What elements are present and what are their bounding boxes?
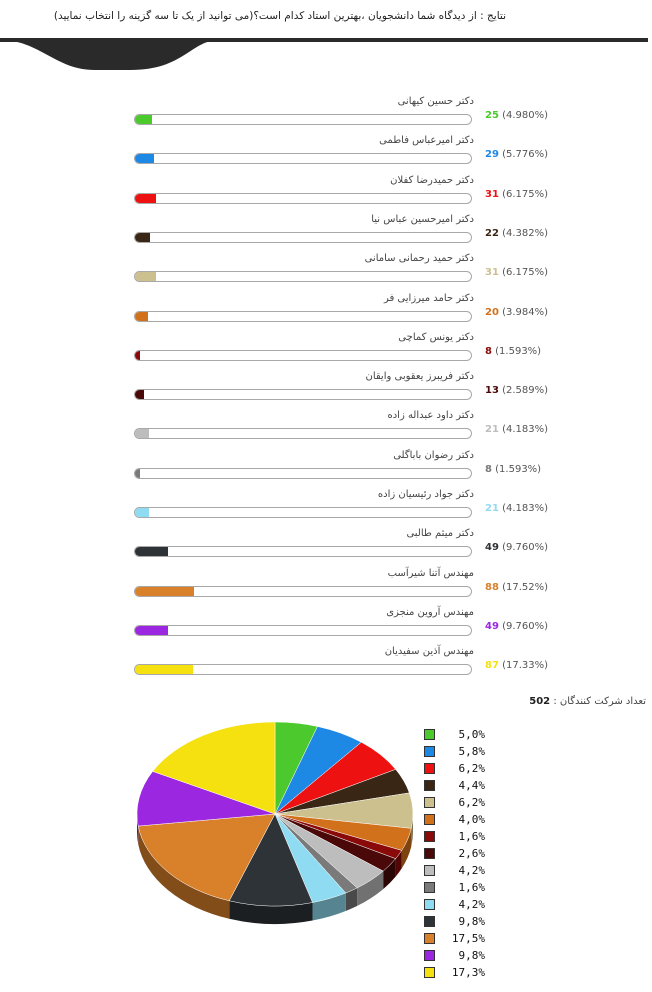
legend-value: 5,0%	[458, 728, 485, 741]
result-count: 25	[485, 110, 499, 121]
result-label: مهندس آروین منجزی	[386, 606, 474, 618]
legend-value: 1,6%	[458, 881, 485, 894]
legend-swatch	[424, 780, 435, 791]
result-row	[0, 450, 652, 490]
legend-swatch	[424, 916, 435, 927]
legend-item	[424, 947, 485, 964]
legend-value: 17,3%	[451, 966, 485, 979]
legend-item	[424, 743, 485, 760]
result-value	[485, 189, 548, 200]
result-row	[0, 253, 652, 293]
result-label: دکتر رضوان باباگلی	[393, 449, 474, 461]
result-count: 31	[485, 267, 499, 279]
result-bar	[135, 272, 156, 281]
result-row	[0, 214, 652, 254]
result-bar-track	[134, 468, 472, 479]
result-label: دکتر داود عبداله زاده	[387, 410, 474, 422]
legend-swatch	[424, 814, 435, 825]
result-count: 20	[485, 306, 499, 318]
result-count: 29	[485, 149, 499, 161]
result-row	[0, 489, 652, 529]
result-value	[485, 503, 548, 514]
result-bar	[135, 154, 154, 163]
result-bar-track	[134, 153, 472, 164]
legend-swatch	[424, 933, 435, 944]
legend-item	[424, 726, 485, 743]
result-label: دکتر جواد رئیسیان زاده	[377, 489, 474, 500]
participants-label: تعداد شرکت کنندگان :	[553, 696, 646, 707]
result-percent: (6.175%)	[498, 267, 549, 279]
legend-value: 9,8%	[458, 949, 485, 962]
result-percent: (17.52%)	[498, 581, 549, 593]
result-label: دکتر یونس کماچی	[398, 331, 474, 343]
result-bar-track	[134, 232, 472, 243]
result-value	[485, 149, 548, 160]
result-value	[485, 660, 548, 671]
legend-item	[424, 811, 485, 828]
result-count: 31	[485, 188, 499, 200]
result-label: دکتر فریبرز یعقوبی وایقان	[365, 371, 474, 383]
result-bar	[135, 115, 152, 124]
results-pie-chart	[130, 714, 420, 929]
result-count: 49	[485, 542, 499, 554]
result-value	[485, 385, 548, 396]
result-value	[485, 110, 548, 121]
result-bar-track	[134, 311, 472, 322]
result-count: 8	[485, 463, 492, 475]
result-row	[0, 528, 652, 568]
result-row	[0, 135, 652, 175]
result-bar	[135, 469, 140, 478]
results-title: نتایج : از دیدگاه شما دانشجویان ،بهترین استاد کدام است؟(می توانید از یک تا سه گزینه را انتخاب نمایید)	[53, 10, 506, 22]
result-percent: (17.33%)	[498, 660, 549, 672]
result-value	[485, 542, 548, 553]
result-bar	[135, 351, 140, 360]
result-label: دکتر حمیدرضا کفلان	[390, 174, 474, 186]
legend-value: 9,8%	[458, 915, 485, 928]
result-percent: (4.183%)	[498, 503, 549, 514]
result-bar	[135, 587, 194, 596]
result-value	[485, 424, 548, 435]
pie-legend	[424, 726, 485, 981]
legend-item	[424, 760, 485, 777]
header-tab-shape	[0, 40, 220, 74]
legend-swatch	[424, 848, 435, 859]
result-bar	[135, 665, 193, 674]
result-label: دکتر حامد میرزایی فر	[383, 292, 474, 304]
legend-item	[424, 964, 485, 981]
legend-swatch	[424, 967, 435, 978]
result-bar	[135, 312, 148, 321]
result-percent: (9.760%)	[498, 542, 549, 554]
legend-swatch	[424, 950, 435, 961]
result-label: دکتر حسین کیهانی	[397, 96, 474, 107]
result-bar-track	[134, 193, 472, 204]
result-value	[485, 267, 548, 278]
result-label: مهندس آذین سفیدیان	[384, 646, 474, 658]
result-row	[0, 646, 652, 686]
result-row	[0, 96, 652, 136]
result-bar-track	[134, 586, 472, 597]
legend-item	[424, 777, 485, 794]
participants-total	[529, 696, 646, 707]
result-bar-track	[134, 350, 472, 361]
result-label: دکتر امیرعباس فاطمی	[379, 135, 474, 147]
result-value	[485, 582, 548, 593]
legend-value: 2,6%	[458, 847, 485, 860]
result-row	[0, 332, 652, 372]
legend-swatch	[424, 865, 435, 876]
result-percent: (3.984%)	[498, 306, 549, 318]
result-bar	[135, 429, 149, 438]
result-row	[0, 371, 652, 411]
legend-value: 4,2%	[458, 898, 485, 911]
result-bar	[135, 508, 149, 517]
legend-swatch	[424, 729, 435, 740]
result-bar	[135, 194, 156, 203]
legend-value: 4,2%	[458, 864, 485, 877]
result-bar-track	[134, 625, 472, 636]
result-row	[0, 410, 652, 450]
result-percent: (4.980%)	[498, 110, 549, 121]
result-label: دکتر امیرحسین عباس نیا	[371, 213, 474, 225]
result-bar-track	[134, 114, 472, 125]
legend-value: 5,8%	[458, 745, 485, 758]
legend-item	[424, 862, 485, 879]
result-count: 87	[485, 660, 499, 672]
legend-swatch	[424, 882, 435, 893]
result-bar-track	[134, 664, 472, 675]
result-percent: (1.593%)	[491, 463, 542, 475]
result-bar	[135, 390, 144, 399]
legend-item	[424, 879, 485, 896]
result-row	[0, 607, 652, 647]
result-bar-track	[134, 507, 472, 518]
result-label: دکتر میثم طالبی	[406, 528, 474, 540]
legend-item	[424, 828, 485, 845]
legend-swatch	[424, 763, 435, 774]
result-percent: (2.589%)	[498, 385, 549, 397]
result-value	[485, 346, 541, 357]
result-value	[485, 228, 548, 239]
result-count: 21	[485, 503, 499, 514]
result-bar	[135, 547, 168, 556]
result-row	[0, 175, 652, 215]
legend-value: 1,6%	[458, 830, 485, 843]
result-count: 8	[485, 345, 492, 357]
legend-item	[424, 913, 485, 930]
result-bar	[135, 626, 168, 635]
legend-item	[424, 930, 485, 947]
legend-item	[424, 794, 485, 811]
legend-value: 17,5%	[451, 932, 485, 945]
result-bar-track	[134, 428, 472, 439]
result-label: مهندس آتنا شیرآسب	[387, 567, 474, 579]
result-value	[485, 464, 541, 475]
legend-swatch	[424, 831, 435, 842]
legend-value: 6,2%	[458, 796, 485, 809]
result-value	[485, 307, 548, 318]
result-bar	[135, 233, 150, 242]
result-bar-track	[134, 389, 472, 400]
legend-value: 6,2%	[458, 762, 485, 775]
result-percent: (5.776%)	[498, 149, 549, 161]
result-count: 21	[485, 424, 499, 436]
result-count: 88	[485, 581, 499, 593]
result-label: دکتر حمید رحمانی سامانی	[364, 253, 474, 265]
result-percent: (6.175%)	[498, 188, 549, 200]
legend-value: 4,4%	[458, 779, 485, 792]
result-percent: (4.382%)	[498, 227, 549, 239]
result-count: 13	[485, 385, 499, 397]
result-percent: (4.183%)	[498, 424, 549, 436]
legend-item	[424, 896, 485, 913]
result-bar-track	[134, 271, 472, 282]
legend-swatch	[424, 746, 435, 757]
result-row	[0, 568, 652, 608]
legend-swatch	[424, 797, 435, 808]
result-row	[0, 293, 652, 333]
legend-value: 4,0%	[458, 813, 485, 826]
result-bar-track	[134, 546, 472, 557]
result-percent: (9.760%)	[498, 620, 549, 632]
result-value	[485, 621, 548, 632]
legend-swatch	[424, 899, 435, 910]
participants-count: 502	[529, 696, 551, 707]
result-count: 22	[485, 227, 499, 239]
result-percent: (1.593%)	[491, 345, 542, 357]
result-count: 49	[485, 620, 499, 632]
legend-item	[424, 845, 485, 862]
